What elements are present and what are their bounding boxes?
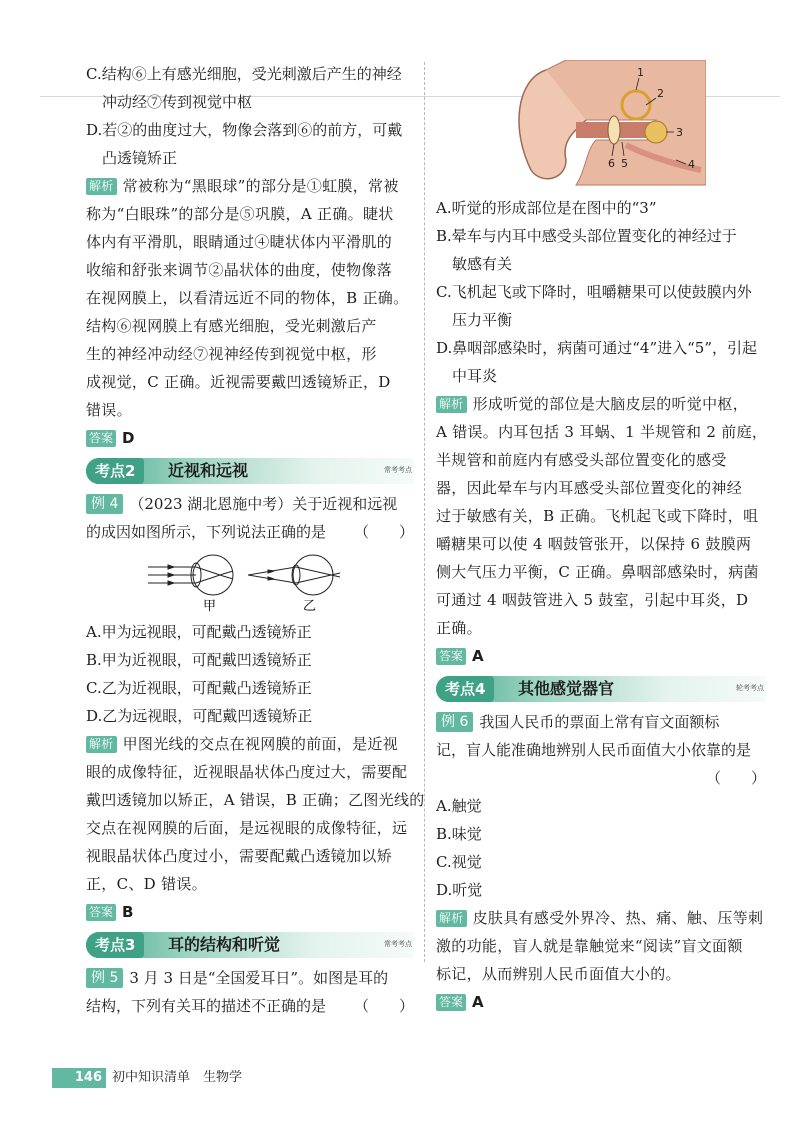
explanation-line: 器，因此晕车与内耳感受头部位置变化的神经 [436, 479, 743, 497]
ear-diagram [506, 60, 706, 190]
ear-label-4: 4 [688, 158, 695, 171]
section-number: 考点4 [436, 676, 494, 702]
option-b: B.甲为近视眼，可配戴凹透镜矫正 [86, 651, 312, 669]
option-d: D.乙为远视眼，可配戴凹透镜矫正 [86, 707, 313, 725]
explanation-tag: 解析 [86, 178, 117, 195]
explanation-tag: 解析 [86, 736, 117, 753]
section-title: 近视和远视 [168, 461, 249, 480]
figure-label-left: 甲 [203, 599, 217, 614]
explanation-line: 侧大气压力平衡，C 正确。鼻咽部感染时，病菌 [436, 563, 759, 581]
answer-ex5 [436, 642, 766, 670]
ex6-option-b: B.味觉 [436, 825, 482, 843]
explanation-line: 成视觉，C 正确。近视需要戴凹透镜矫正，D [86, 373, 391, 391]
answer-ex4 [86, 898, 414, 926]
page-number: 146 [52, 1068, 106, 1088]
section-number: 考点3 [86, 932, 144, 958]
explanation-line: 标记，从而辨别人民币面值大小的。 [436, 965, 681, 983]
explanation-line: 正，C、D 错误。 [86, 875, 207, 893]
explanation-line: A 错误。内耳包括 3 耳蜗、1 半规管和 2 前庭， [436, 423, 768, 441]
explanation-line: 收缩和舒张来调节②晶状体的曲度，使物像落 [86, 261, 393, 279]
explanation-line: 称为“白眼珠”的部分是⑤巩膜，A 正确。睫状 [86, 205, 394, 223]
explanation-ex5 [436, 390, 766, 642]
explanation-line: 激的功能，盲人就是靠触觉来“阅读”盲文面额 [436, 937, 743, 955]
question-line: 记，盲人能准确地辨别人民币面值大小依靠的是 [436, 741, 752, 759]
option-a: A.甲为远视眼，可配戴凸透镜矫正 [86, 623, 312, 641]
explanation-ex6 [436, 904, 766, 988]
answer-value: D [122, 429, 135, 447]
question-line: 3 月 3 日是“全国爱耳日”。如图是耳的 [129, 969, 389, 987]
answer-value: A [472, 647, 484, 665]
column-divider [424, 62, 425, 962]
answer-ex6 [436, 988, 766, 1016]
explanation-line: 体内有平滑肌，眼睛通过④睫状体内平滑肌的 [86, 233, 393, 251]
explanation-line: 皮肤具有感受外界冷、热、痛、触、压等刺 [472, 909, 764, 927]
section-header-4 [436, 676, 766, 702]
explanation-line: 半规管和前庭内有感受头部位置变化的感受 [436, 451, 727, 469]
section-title: 耳的结构和听觉 [168, 935, 281, 954]
left-column [86, 60, 425, 1020]
explanation-line: 甲图光线的交点在视网膜的前面，是近视 [122, 735, 399, 753]
question-line: 我国人民币的票面上常有盲文面额标 [479, 713, 720, 731]
section-header-2 [86, 458, 414, 484]
section-badge: 常考考点 [384, 466, 412, 474]
ear-label-6: 6 [608, 157, 615, 170]
ex5-option-a: A.听觉的形成部位是在图中的“3” [436, 199, 657, 217]
option-d-line1: D.若②的曲度过大，物像会落到⑥的前方，可戴 [86, 121, 403, 139]
answer-blank: （ ） [353, 523, 414, 541]
answer-tag: 答案 [86, 430, 116, 447]
example-tag: 例 5 [86, 968, 123, 988]
page-footer [0, 1062, 800, 1092]
explanation-line: 结构⑥视网膜上有感光细胞，受光刺激后产 [86, 317, 377, 335]
explanation-tag: 解析 [436, 910, 467, 927]
explanation-tag: 解析 [436, 396, 467, 413]
section-badge: 常考考点 [384, 940, 412, 948]
ex6-option-d: D.听觉 [436, 881, 483, 899]
answer-value: B [122, 903, 134, 921]
answer-tag: 答案 [86, 904, 116, 921]
ex5-option-d-line1: D.鼻咽部感染时，病菌可通过“4”进入“5”，引起 [436, 339, 758, 357]
section-title: 其他感觉器官 [518, 679, 615, 698]
ex5-option-c-line1: C.飞机起飞或下降时，咀嚼糖果可以使鼓膜内外 [436, 283, 752, 301]
eye-diagram [148, 550, 348, 614]
explanation-line: 戴凹透镜加以矫正，A 错误，B 正确；乙图光线的 [86, 791, 425, 809]
explanation-line: 可通过 4 咽鼓管进入 5 鼓室，引起中耳炎，D [436, 591, 749, 609]
answer-blank: （ ） [705, 769, 766, 787]
section-badge: 轮考考点 [736, 684, 764, 692]
option-c: C.乙为近视眼，可配戴凸透镜矫正 [86, 679, 312, 697]
example-tag: 例 6 [436, 712, 473, 732]
explanation-line: 过于敏感有关，B 正确。飞机起飞或下降时，咀 [436, 507, 759, 525]
explanation-line: 眼的成像特征，近视眼晶状体凸度过大，需要配 [86, 763, 408, 781]
answer-tag: 答案 [436, 994, 466, 1011]
section-header-3 [86, 932, 414, 958]
explanation-line: 生的神经冲动经⑦视神经传到视觉中枢，形 [86, 345, 377, 363]
ear-label-3: 3 [676, 126, 683, 139]
figure-label-right: 乙 [303, 599, 317, 614]
option-c-line2: 冲动经⑦传到视觉中枢 [102, 93, 253, 111]
question-line: 结构，下列有关耳的描述不正确的是 [86, 997, 327, 1015]
explanation-line: 在视网膜上，以看清远近不同的物体，B 正确。 [86, 289, 409, 307]
ear-label-5: 5 [621, 157, 628, 170]
explanation-line: 常被称为“黑眼球”的部分是①虹膜，常被 [122, 177, 399, 195]
ex5-option-b-line1: B.晕车与内耳中感受头部位置变化的神经过于 [436, 227, 737, 245]
ex5-option-c-line2: 压力平衡 [452, 311, 513, 329]
ex5-option-d-line2: 中耳炎 [452, 367, 498, 385]
option-c-line1: C.结构⑥上有感光细胞，受光刺激后产生的神经 [86, 65, 402, 83]
ex6-option-a: A.触觉 [436, 797, 482, 815]
question-line: （2023 湖北恩施中考）关于近视和远视 [129, 495, 398, 513]
explanation-line: 嚼糖果可以使 4 咽鼓管张开，以保持 6 鼓膜两 [436, 535, 752, 553]
ex6-option-c: C.视觉 [436, 853, 482, 871]
answer-ex3 [86, 424, 414, 452]
explanation-line: 正确。 [436, 619, 482, 637]
ex5-option-b-line2: 敏感有关 [452, 255, 513, 273]
explanation-ex3 [86, 172, 414, 424]
answer-value: A [472, 993, 484, 1011]
section-number: 考点2 [86, 458, 144, 484]
right-column [436, 60, 766, 1016]
example-tag: 例 4 [86, 494, 123, 514]
explanation-line: 错误。 [86, 401, 132, 419]
explanation-line: 视眼晶状体凸度过小，需要配戴凸透镜加以矫 [86, 847, 393, 865]
question-line: 的成因如图所示，下列说法正确的是 [86, 523, 327, 541]
answer-blank: （ ） [353, 997, 414, 1015]
answer-tag: 答案 [436, 648, 466, 665]
option-d-line2: 凸透镜矫正 [102, 149, 178, 167]
explanation-line: 形成听觉的部位是大脑皮层的听觉中枢， [472, 395, 749, 413]
explanation-ex4 [86, 730, 425, 898]
ear-label-2: 2 [657, 87, 664, 100]
ear-label-1: 1 [637, 66, 644, 79]
explanation-line: 交点在视网膜的后面，是远视眼的成像特征，远 [86, 819, 408, 837]
book-title: 初中知识清单 生物学 [112, 1070, 243, 1085]
